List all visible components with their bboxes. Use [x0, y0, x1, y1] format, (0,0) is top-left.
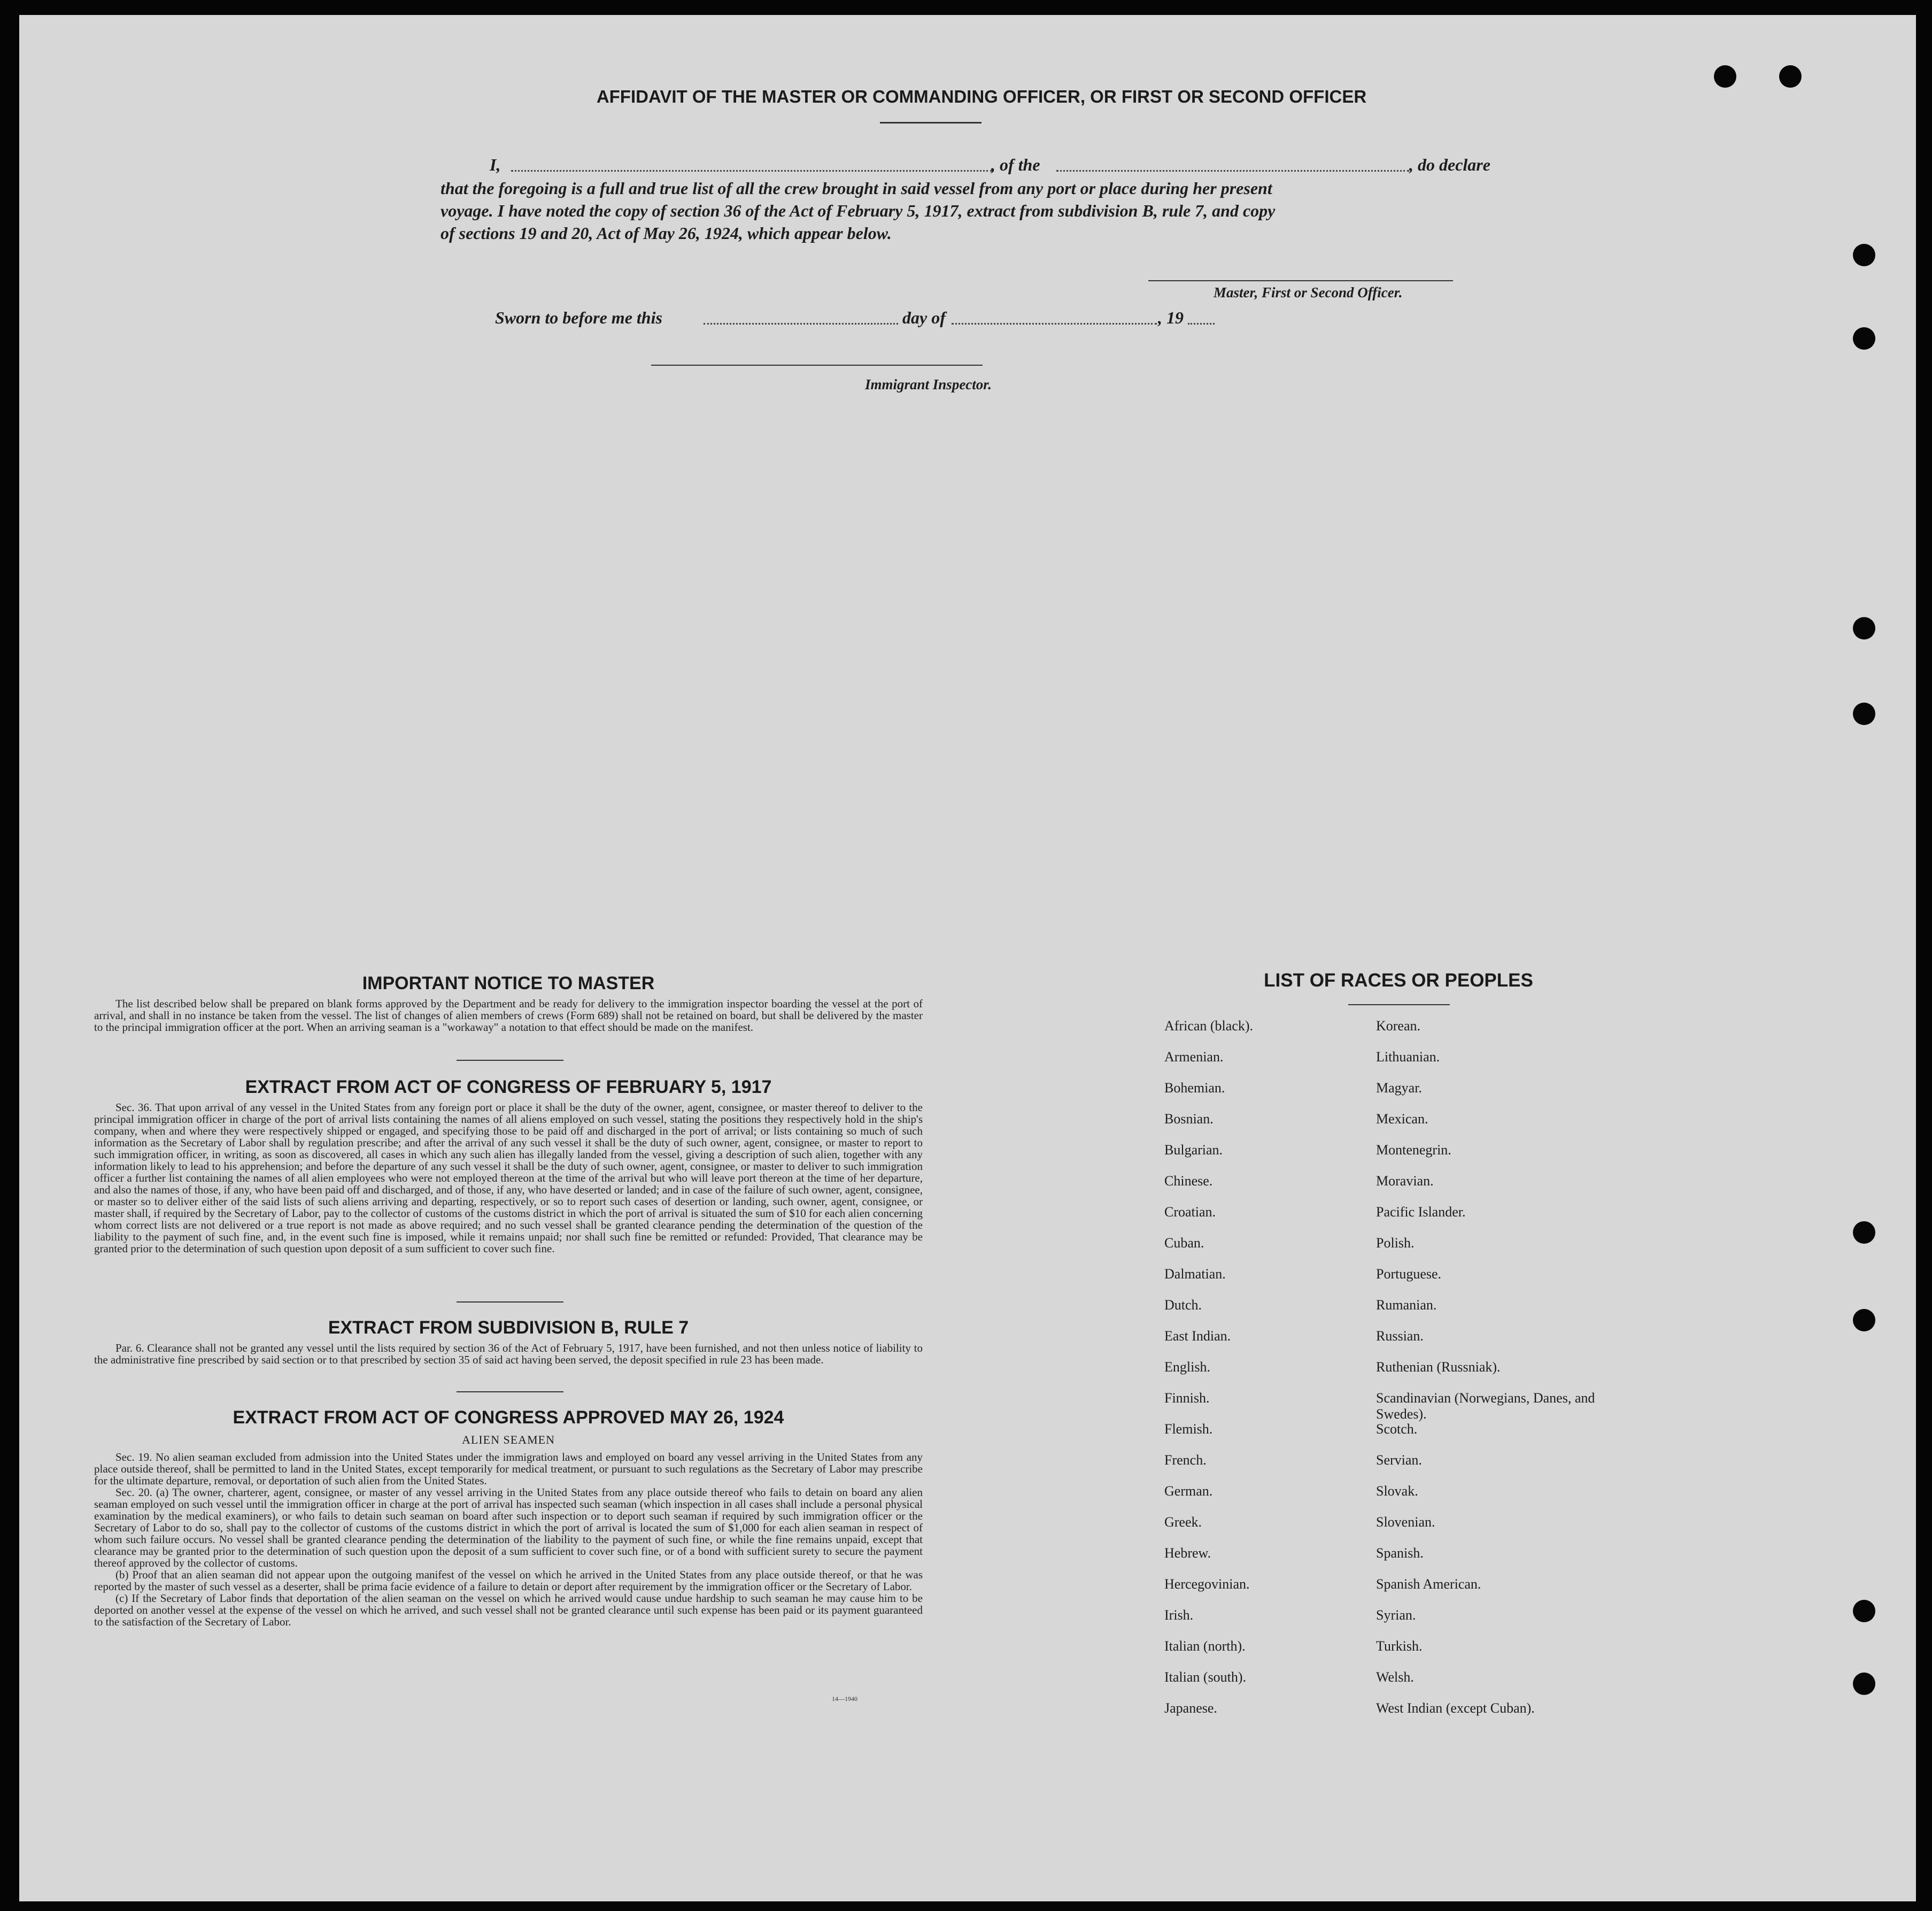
declarant-prefix: I,	[490, 155, 501, 174]
declaration-line: that the foregoing is a full and true list of all the crew brought in said vessel from any port or place during her present	[441, 179, 1272, 198]
divider	[457, 1060, 563, 1061]
race-item: Syrian.	[1376, 1607, 1416, 1623]
sworn-year-field[interactable]	[1188, 323, 1215, 325]
punch-hole	[1853, 1600, 1875, 1622]
form-number: 14—1940	[832, 1695, 857, 1702]
race-item: Rumanian.	[1376, 1297, 1437, 1313]
race-item: Pacific Islander.	[1376, 1204, 1466, 1220]
day-of-label: day of	[902, 308, 946, 327]
race-item: Cuban.	[1164, 1235, 1204, 1251]
race-item: Turkish.	[1376, 1638, 1423, 1654]
master-signature-line[interactable]	[1148, 280, 1453, 281]
punch-hole	[1853, 617, 1875, 639]
race-item: Scotch.	[1376, 1421, 1418, 1437]
race-item: Finnish.	[1164, 1390, 1210, 1406]
race-item: Chinese.	[1164, 1173, 1213, 1189]
inspector-signature-label: Immigrant Inspector.	[865, 376, 992, 392]
extract-1924-text: Sec. 19. No alien seaman excluded from admission into the United States under the immigration laws and employed on board any vessel arriving in the United States from any place outside thereof, shall be permitted to land in the United States, except temporarily for medical treatment, or pursuant to such regulations as the Secretary of Labor may prescribe for the ultimate departure, removal, or deportation of such alien from the United States. Sec. 20. (a) The owner, charterer, agent, consignee, or master of any vessel arriving in the United States from any place outside thereof who fails to detain on board any alien seaman employed on such vessel until the immigration officer in charge at the port of arrival has inspected such seaman (which inspection in all cases shall include a personal physical examination by the medical examiners), or who fails to detain such seaman on board after such inspection or to deport such seaman if required by such immigration officer or the Secretary of Labor to do so, shall pay to the collector of customs of the customs district in which the port of arrival is located the sum of $1,000 for each alien seaman in respect of whom such failure occurs. No vessel shall be granted clearance pending the determination of the liability to the payment of such fine, or while the fine remains unpaid, except that clearance may be granted prior to the determination of such question upon the deposit of a sum sufficient to cover such fine, or of a bond with sufficient surety to secure the payment thereof approved by the collector of customs. (b) Proof that an alien seaman did not appear upon the outgoing manifest of the vessel on which he arrived in the United States from any place outside thereof, or that he was reported by the master of such vessel as a deserter, shall be prima facie evidence of a failure to detain or deport after requirement by the immigration officer or the Secretary of Labor. (c) If the Secretary of Labor finds that deportation of the alien seaman on the vessel on which he arrived would cause undue hardship to such seaman he may cause him to be deported on another vessel at the expense of the vessel on which he arrived, and such vessel shall not be granted clearance until such expense has been paid or its payment guaranteed to the satisfaction of the Secretary of Labor.	[94, 1451, 923, 1628]
race-item: Welsh.	[1376, 1669, 1414, 1685]
race-item: Scandinavian (Norwegians, Danes, and Swedes).	[1376, 1390, 1595, 1422]
extract-rule7-title: EXTRACT FROM SUBDIVISION B, RULE 7	[328, 1317, 689, 1338]
race-item: Servian.	[1376, 1452, 1422, 1468]
race-item: Portuguese.	[1376, 1266, 1442, 1282]
race-item: Flemish.	[1164, 1421, 1213, 1437]
extract-rule7-text: Par. 6. Clearance shall not be granted any vessel until the lists required by section 36 of the Act of February 5, 1917, have been furnished, and not then unless notice of liability to the administrative fine prescribed by said section or to that prescribed by section 35 of said act having been served, the deposit specified in rule 23 has been made.	[94, 1342, 923, 1366]
race-item: Croatian.	[1164, 1204, 1216, 1220]
race-item: West Indian (except Cuban).	[1376, 1700, 1535, 1716]
race-item: Korean.	[1376, 1018, 1421, 1034]
race-item: Bosnian.	[1164, 1111, 1214, 1127]
race-item: Italian (south).	[1164, 1669, 1247, 1685]
declaration-line: of sections 19 and 20, Act of May 26, 1924, which appear below.	[441, 224, 892, 243]
declaration-line: voyage. I have noted the copy of section 36 of the Act of February 5, 1917, extract from subdivision B, rule 7, and copy	[441, 201, 1276, 220]
races-left-column	[1164, 1018, 1367, 1731]
race-item: Bulgarian.	[1164, 1142, 1223, 1158]
extract-1917-text: Sec. 36. That upon arrival of any vessel in the United States from any foreign port or place it shall be the duty of the owner, agent, consignee, or master thereof to deliver to the principal immigration officer in charge of the port of arrival lists containing the names of all aliens employed on such vessel, stating the positions they respectively hold in the ship's company, when and where they were respectively shipped or engaged, and specifying those to be paid off and discharged in the port of arrival; or lists containing so much of such information as the Secretary of Labor shall by regulation prescribe; and after the arrival of any such vessel it shall be the duty of such owner, agent, consignee, or master to report to such immigration officer, in writing, as soon as discovered, all cases in which any such alien has illegally landed from the vessel, giving a description of such alien, together with any information likely to lead to his apprehension; and before the departure of any such vessel it shall be the duty of such owner, agent, consignee, or master to deliver to such immigration officer a further list containing the names of all alien employees who were not employed thereon at the time of the arrival but who will leave port thereon at the time of her departure, and also the names of those, if any, who have been paid off and discharged, and of those, if any, who have deserted or landed; and in case of the failure of such owner, agent, consignee, or master so to deliver either of the said lists of such aliens arriving and departing, respectively, or so to report such cases of desertion or landing, such owner, agent, consignee, or master shall, if required by the Secretary of Labor, pay to the collector of customs of the customs district in which the port of arrival is situated the sum of $10 for each alien concerning whom correct lists are not delivered or a true report is not made as above required; and no such vessel shall be granted clearance pending the determination of the question of the liability to the payment of such fine, and, in the event such fine is imposed, while it remains unpaid; nor shall such fine be remitted or refunded: Provided, That clearance may be granted prior to the determination of such question upon deposit of a sum sufficient to cover such fine.	[94, 1101, 923, 1255]
sworn-month-field[interactable]	[952, 323, 1157, 325]
race-item: Spanish American.	[1376, 1576, 1481, 1592]
divider	[457, 1301, 563, 1303]
race-item: East Indian.	[1164, 1328, 1231, 1344]
race-item: French.	[1164, 1452, 1207, 1468]
race-item: Italian (north).	[1164, 1638, 1246, 1654]
divider	[1348, 1004, 1450, 1005]
notice-text: The list described below shall be prepared on blank forms approved by the Department and be ready for delivery to the immigration inspector boarding the vessel at the port of arrival, and shall in no instance be taken from the vessel. The list of changes of alien members of crews (Form 689) shall not be retained on board, but shall be delivered by the master to the principal immigration officer at the port. When an arriving seaman is a "workaway" a notation to that effect should be made on the manifest.	[94, 997, 923, 1034]
race-item: Hercegovinian.	[1164, 1576, 1250, 1592]
race-item: Montenegrin.	[1376, 1142, 1451, 1158]
extract-1924-subtitle: ALIEN SEAMEN	[462, 1433, 555, 1446]
race-item: African (black).	[1164, 1018, 1254, 1034]
punch-hole	[1853, 1221, 1875, 1244]
punch-hole	[1779, 65, 1802, 88]
punch-hole	[1853, 703, 1875, 725]
extract-1924-title: EXTRACT FROM ACT OF CONGRESS APPROVED MAY 26, 1924	[233, 1407, 784, 1428]
race-item: Mexican.	[1376, 1111, 1428, 1127]
form-page	[19, 15, 1916, 1901]
race-item: Lithuanian.	[1376, 1049, 1440, 1065]
race-item: Moravian.	[1376, 1173, 1434, 1189]
race-item: Magyar.	[1376, 1080, 1422, 1096]
sworn-day-field[interactable]	[704, 323, 898, 325]
declarant-name-field[interactable]	[511, 170, 992, 172]
punch-hole	[1853, 327, 1875, 350]
race-item: Slovenian.	[1376, 1514, 1435, 1530]
race-item: Dalmatian.	[1164, 1266, 1226, 1282]
do-declare-label: , do declare	[1409, 155, 1490, 174]
races-right-column	[1376, 1018, 1601, 1731]
race-item: Dutch.	[1164, 1297, 1202, 1313]
race-item: Greek.	[1164, 1514, 1202, 1530]
race-item: Polish.	[1376, 1235, 1415, 1251]
divider	[880, 122, 982, 124]
race-item: Hebrew.	[1164, 1545, 1211, 1561]
race-item: Russian.	[1376, 1328, 1424, 1344]
race-item: Japanese.	[1164, 1700, 1217, 1716]
divider	[457, 1391, 563, 1392]
races-title: LIST OF RACES OR PEOPLES	[1264, 970, 1533, 991]
affidavit-title: AFFIDAVIT OF THE MASTER OR COMMANDING OFFICER, OR FIRST OR SECOND OFFICER	[596, 87, 1367, 106]
of-the-label: , of the	[991, 155, 1040, 174]
master-signature-label: Master, First or Second Officer.	[1214, 284, 1403, 300]
race-item: Slovak.	[1376, 1483, 1418, 1499]
inspector-signature-line[interactable]	[651, 365, 983, 366]
vessel-name-field[interactable]	[1056, 170, 1409, 172]
race-item: German.	[1164, 1483, 1213, 1499]
race-item: Bohemian.	[1164, 1080, 1225, 1096]
notice-title: IMPORTANT NOTICE TO MASTER	[362, 973, 655, 993]
extract-1917-title: EXTRACT FROM ACT OF CONGRESS OF FEBRUARY 5, 1917	[245, 1077, 772, 1097]
punch-hole	[1853, 1309, 1875, 1331]
race-item: Spanish.	[1376, 1545, 1424, 1561]
sworn-label: Sworn to before me this	[495, 308, 662, 327]
punch-hole	[1853, 244, 1875, 266]
punch-hole	[1714, 65, 1736, 88]
punch-hole	[1853, 1673, 1875, 1695]
race-item: English.	[1164, 1359, 1210, 1375]
race-item: Armenian.	[1164, 1049, 1224, 1065]
race-item: Ruthenian (Russniak).	[1376, 1359, 1501, 1375]
race-item: Irish.	[1164, 1607, 1194, 1623]
year-label: , 19	[1158, 308, 1184, 327]
